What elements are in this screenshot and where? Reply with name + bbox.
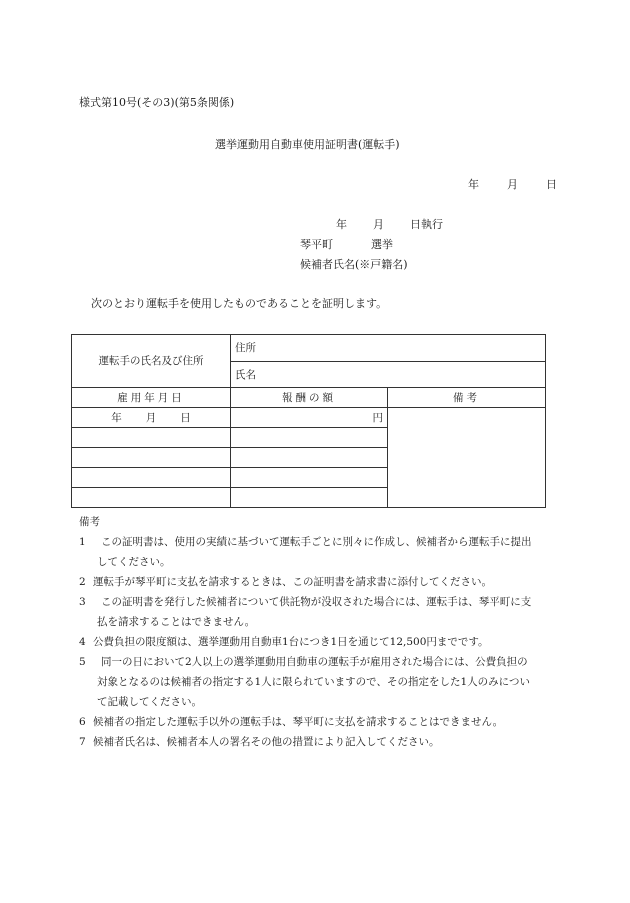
table-row	[72, 408, 546, 428]
note-item	[79, 652, 559, 712]
employment-date-cell[interactable]	[72, 488, 231, 508]
note-number: 6	[79, 716, 86, 728]
note-item	[79, 712, 559, 732]
remuneration-cell[interactable]	[231, 468, 388, 488]
employment-date-cell[interactable]	[72, 448, 231, 468]
note-continuation: してください。	[97, 556, 171, 568]
address-label: 住所	[235, 342, 256, 354]
name-label: 氏名	[235, 368, 256, 381]
note-text: 候補者の指定した運転手以外の運転手は、琴平町に支払を請求することはできません。	[93, 716, 504, 728]
remuneration-cell[interactable]	[231, 448, 388, 468]
note-text: 運転手が琴平町に支払を請求するときは、この証明書を請求書に添付してください。	[93, 576, 492, 588]
table-row	[72, 335, 546, 362]
issue-month-label: 月	[507, 178, 518, 191]
note-number: 4	[79, 636, 86, 648]
remarks-cell[interactable]	[388, 408, 546, 508]
header-remarks: 備考	[388, 388, 546, 408]
note-text: この証明書を発行した候補者について供託物が没収された場合には、運転手は、琴平町に支	[101, 596, 532, 608]
note-text: 同一の日において2人以上の選挙運動用自動車の運転手が雇用された場合には、公費負担の	[101, 656, 528, 668]
name-cell[interactable]	[231, 362, 546, 388]
issue-date	[468, 178, 557, 192]
notes-title: 備考	[79, 516, 100, 528]
note-item	[79, 572, 559, 592]
note-item	[79, 632, 559, 652]
employment-date-cell[interactable]	[72, 408, 231, 428]
note-continuation: て記載してください。	[97, 696, 202, 708]
row-day-label: 日	[180, 411, 191, 424]
issue-year-label: 年	[468, 178, 479, 191]
note-continuation: 払を請求することはできません。	[97, 616, 256, 628]
note-number: 5	[79, 656, 86, 668]
row-month-label: 月	[145, 411, 157, 424]
remuneration-cell[interactable]	[231, 488, 388, 508]
header-remuneration: 報酬の額	[231, 388, 388, 408]
driver-label-cell: 運転手の氏名及び住所	[72, 335, 231, 388]
certification-statement: 次のとおり運転手を使用したものであることを証明します。	[91, 297, 388, 310]
candidate-name-label: 候補者氏名(※戸籍名)	[300, 258, 408, 271]
document-title: 選挙運動用自動車使用証明書(運転手)	[215, 138, 400, 151]
note-number: 1	[79, 536, 86, 548]
election-name	[300, 238, 393, 252]
election-label: 選挙	[371, 238, 393, 251]
exec-day-label: 日執行	[410, 218, 443, 231]
header-employment-date: 雇用年月日	[72, 388, 231, 408]
note-number: 7	[79, 736, 86, 748]
employment-date-cell[interactable]	[72, 468, 231, 488]
execution-date	[336, 218, 443, 232]
town-name: 琴平町	[300, 238, 333, 251]
note-item	[79, 592, 559, 632]
note-number: 2	[79, 576, 86, 588]
employment-date-cell[interactable]	[72, 428, 231, 448]
note-text: 公費負担の限度額は、選挙運動用自動車1台につき1日を通じて12,500円までです。	[93, 636, 489, 648]
remuneration-cell[interactable]	[231, 428, 388, 448]
note-text: この証明書は、使用の実績に基づいて運転手ごとに別々に作成し、候補者から運転手に提出	[101, 536, 532, 548]
certificate-table	[71, 334, 546, 508]
note-item	[79, 732, 559, 752]
table-header-row	[72, 388, 546, 408]
note-number: 3	[79, 596, 86, 608]
notes-section	[79, 512, 559, 752]
exec-month-label: 月	[373, 218, 384, 231]
note-item	[79, 532, 559, 572]
issue-day-label: 日	[546, 178, 557, 191]
exec-year-label: 年	[336, 218, 347, 231]
yen-label: 円	[372, 411, 383, 424]
note-text: 候補者氏名は、候補者本人の署名その他の措置により記入してください。	[93, 736, 440, 748]
row-year-label: 年	[111, 411, 122, 424]
form-number: 様式第10号(その3)(第5条関係)	[79, 96, 235, 109]
address-cell[interactable]	[231, 335, 546, 362]
remuneration-cell[interactable]	[231, 408, 388, 428]
note-continuation: 対象となるのは候補者の指定する1人に限られていますので、その指定をした1人のみについ	[97, 676, 530, 688]
